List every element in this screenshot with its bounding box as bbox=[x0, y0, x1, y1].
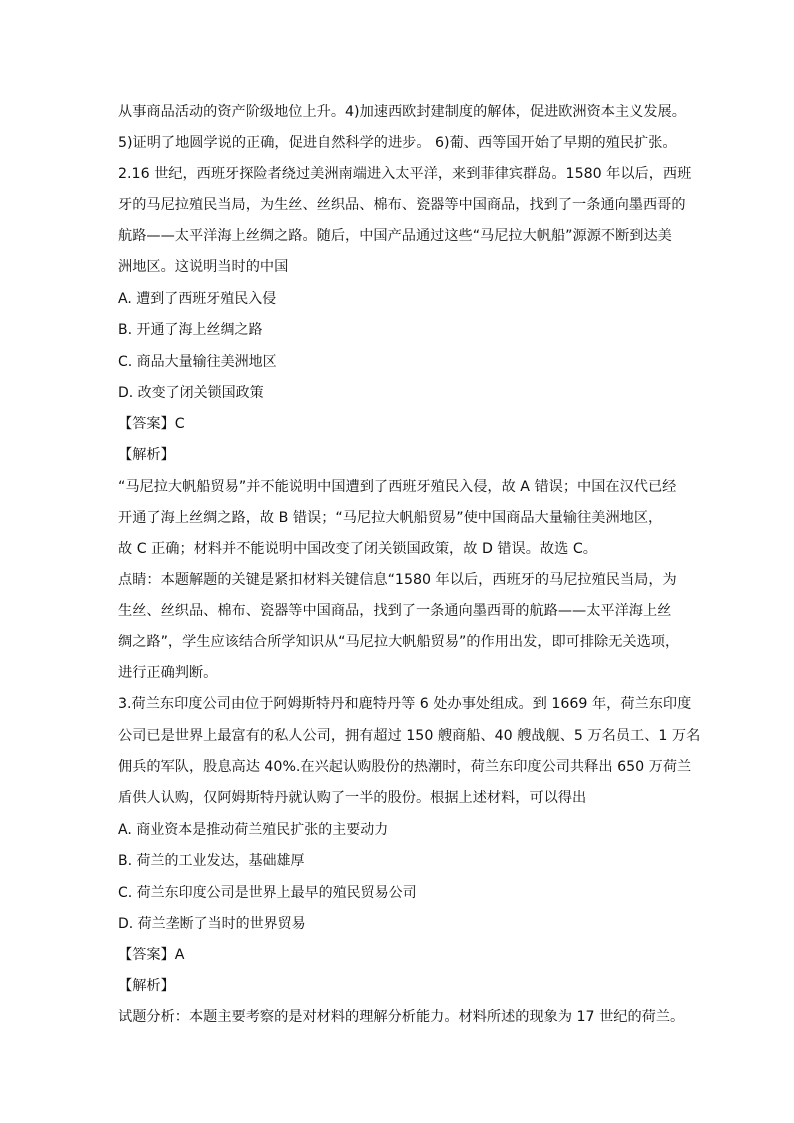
text-line: 航路——太平洋海上丝绸之路。随后，中国产品通过这些“马尼拉大帆船”源源不断到达美 bbox=[118, 228, 672, 244]
text-line: 牙的马尼拉殖民当局，为生丝、丝织品、棉布、瓷器等中国商品，找到了一条通向墨西哥的 bbox=[118, 197, 686, 213]
analysis-text: 故 C 正确；材料并不能说明中国改变了闭关锁国政策，故 D 错误。故选 C。 bbox=[118, 541, 597, 557]
commentary-text: 进行正确判断。 bbox=[118, 665, 218, 681]
analysis-text: “马尼拉大帆船贸易”并不能说明中国遭到了西班牙殖民入侵，故 A 错误；中国在汉代已经 bbox=[118, 479, 677, 495]
analysis-text: 试题分析：本题主要考察的是对材料的理解分析能力。材料所述的现象为 17 世纪的荷兰。 bbox=[118, 1009, 685, 1025]
text-line: 从事商品活动的资产阶级地位上升。4)加速西欧封建制度的解体，促进欧洲资本主义发展。 bbox=[118, 104, 686, 120]
commentary-text: 点睛：本题解题的关键是紧扣材料关键信息“1580 年以后，西班牙的马尼拉殖民当局，为 bbox=[118, 572, 677, 588]
text-line: 公司已是世界上最富有的私人公司，拥有超过 150 艘商船、40 艘战舰、5 万名员工、1 万名 bbox=[118, 728, 701, 744]
question-3-stem: 3.荷兰东印度公司由位于阿姆斯特丹和鹿特丹等 6 处办事处组成。到 1669 年，荷兰东印度 bbox=[118, 696, 692, 712]
text-line: 5)证明了地圆学说的正确，促进自然科学的进步。 6)葡、西等国开始了早期的殖民扩张。 bbox=[118, 135, 677, 151]
option-d: D. 改变了闭关锁国政策 bbox=[118, 385, 264, 401]
commentary-text: 生丝、丝织品、棉布、瓷器等中国商品，找到了一条通向墨西哥的航路——太平洋海上丝 bbox=[118, 603, 672, 619]
analysis-label: 【解析】 bbox=[118, 447, 175, 463]
analysis-label: 【解析】 bbox=[118, 978, 175, 994]
text-line: 佣兵的军队，股息高达 40%.在兴起认购股份的热潮时，荷兰东印度公司共释出 650 万荷兰 bbox=[118, 759, 692, 775]
option-d: D. 荷兰垄断了当时的世界贸易 bbox=[118, 916, 306, 932]
answer-label: 【答案】A bbox=[118, 947, 185, 963]
answer-label: 【答案】C bbox=[118, 416, 185, 432]
question-2-stem: 2.16 世纪，西班牙探险者绕过美洲南端进入太平洋，来到菲律宾群岛。1580 年以后，西班 bbox=[118, 166, 692, 182]
analysis-text: 开通了海上丝绸之路，故 B 错误；“马尼拉大帆船贸易”使中国商品大量输往美洲地区， bbox=[118, 510, 663, 526]
option-c: C. 荷兰东印度公司是世界上最早的殖民贸易公司 bbox=[118, 885, 417, 901]
option-b: B. 荷兰的工业发达，基础雄厚 bbox=[118, 853, 305, 869]
option-c: C. 商品大量输往美洲地区 bbox=[118, 354, 277, 370]
commentary-text: 绸之路”，学生应该结合所学知识从“马尼拉大帆船贸易”的作用出发，即可排除无关选项， bbox=[118, 634, 680, 650]
text-line: 盾供人认购，仅阿姆斯特丹就认购了一半的股份。根据上述材料，可以得出 bbox=[118, 790, 587, 806]
option-b: B. 开通了海上丝绸之路 bbox=[118, 322, 263, 338]
option-a: A. 遭到了西班牙殖民入侵 bbox=[118, 291, 277, 307]
text-line: 洲地区。这说明当时的中国 bbox=[118, 259, 289, 275]
option-a: A. 商业资本是推动荷兰殖民扩张的主要动力 bbox=[118, 822, 389, 838]
